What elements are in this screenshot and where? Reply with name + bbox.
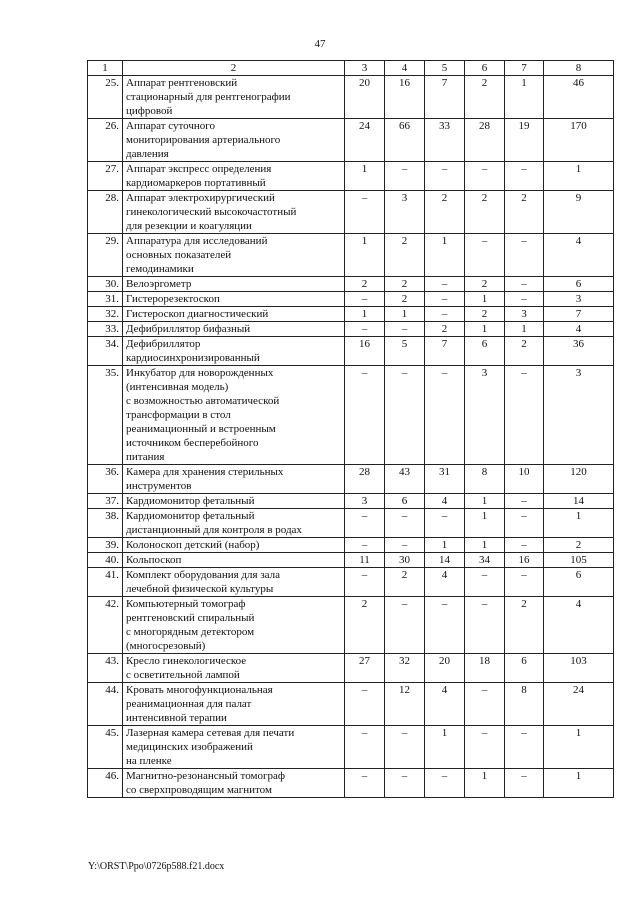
quantity-cell: – <box>385 322 425 337</box>
row-number-cell: 25. <box>88 76 123 119</box>
quantity-cell: – <box>345 568 385 597</box>
quantity-cell: 11 <box>345 553 385 568</box>
quantity-cell: 4 <box>544 234 614 277</box>
quantity-cell: 2 <box>385 568 425 597</box>
equipment-name-cell: Инкубатор для новорожденных (интенсивная модель) с возможностью автоматической трансформации в стол реанимационный и встроенным источником бесперебойного питания <box>123 366 345 465</box>
quantity-cell: – <box>505 509 544 538</box>
row-number-cell: 29. <box>88 234 123 277</box>
quantity-cell: 7 <box>425 337 465 366</box>
quantity-cell: – <box>505 366 544 465</box>
quantity-cell: 33 <box>425 119 465 162</box>
quantity-cell: 14 <box>425 553 465 568</box>
quantity-cell: 2 <box>345 597 385 654</box>
quantity-cell: – <box>425 366 465 465</box>
quantity-cell: 2 <box>345 277 385 292</box>
table-row <box>88 769 614 798</box>
header-cell: 1 <box>88 61 123 76</box>
equipment-name-cell: Камера для хранения стерильных инструментов <box>123 465 345 494</box>
quantity-cell: 2 <box>465 277 505 292</box>
quantity-cell: 16 <box>345 337 385 366</box>
quantity-cell: 46 <box>544 76 614 119</box>
quantity-cell: 14 <box>544 494 614 509</box>
quantity-cell: 1 <box>544 726 614 769</box>
equipment-name-cell: Аппаратура для исследований основных показателей гемодинамики <box>123 234 345 277</box>
header-cell: 4 <box>385 61 425 76</box>
quantity-cell: 16 <box>385 76 425 119</box>
quantity-cell: 6 <box>544 568 614 597</box>
quantity-cell: 2 <box>425 322 465 337</box>
equipment-name-cell: Аппарат рентгеновский стационарный для рентгенографии цифровой <box>123 76 345 119</box>
quantity-cell: – <box>505 234 544 277</box>
row-number-cell: 42. <box>88 597 123 654</box>
quantity-cell: 3 <box>345 494 385 509</box>
row-number-cell: 28. <box>88 191 123 234</box>
quantity-cell: 120 <box>544 465 614 494</box>
row-number-cell: 26. <box>88 119 123 162</box>
quantity-cell: – <box>505 769 544 798</box>
equipment-name-cell: Велоэргометр <box>123 277 345 292</box>
page-number: 47 <box>314 38 326 50</box>
quantity-cell: – <box>385 597 425 654</box>
table-row <box>88 654 614 683</box>
header-cell: 3 <box>345 61 385 76</box>
equipment-name-cell: Дефибриллятор кардиосинхронизированный <box>123 337 345 366</box>
quantity-cell: – <box>505 277 544 292</box>
quantity-cell: – <box>345 292 385 307</box>
quantity-cell: 4 <box>544 322 614 337</box>
equipment-name-cell: Кресло гинекологическое с осветительной лампой <box>123 654 345 683</box>
quantity-cell: 27 <box>345 654 385 683</box>
quantity-cell: 1 <box>465 509 505 538</box>
quantity-cell: – <box>345 322 385 337</box>
table-row <box>88 162 614 191</box>
quantity-cell: 105 <box>544 553 614 568</box>
equipment-name-cell: Магнитно-резонансный томограф со сверхпроводящим магнитом <box>123 769 345 798</box>
quantity-cell: – <box>505 568 544 597</box>
row-number-cell: 46. <box>88 769 123 798</box>
quantity-cell: 3 <box>544 292 614 307</box>
row-number-cell: 44. <box>88 683 123 726</box>
row-number-cell: 37. <box>88 494 123 509</box>
quantity-cell: 43 <box>385 465 425 494</box>
table-row <box>88 509 614 538</box>
table-row <box>88 538 614 553</box>
table-row <box>88 597 614 654</box>
equipment-name-cell: Кардиомонитор фетальный <box>123 494 345 509</box>
quantity-cell: 3 <box>465 366 505 465</box>
quantity-cell: – <box>385 726 425 769</box>
quantity-cell: 1 <box>465 769 505 798</box>
table-row <box>88 553 614 568</box>
header-cell: 6 <box>465 61 505 76</box>
table-row <box>88 191 614 234</box>
table-row <box>88 494 614 509</box>
quantity-cell: 32 <box>385 654 425 683</box>
quantity-cell: – <box>465 726 505 769</box>
row-number-cell: 40. <box>88 553 123 568</box>
equipment-name-cell: Лазерная камера сетевая для печати медицинских изображений на пленке <box>123 726 345 769</box>
quantity-cell: 24 <box>544 683 614 726</box>
quantity-cell: – <box>385 366 425 465</box>
quantity-cell: – <box>425 769 465 798</box>
quantity-cell: – <box>425 162 465 191</box>
equipment-name-cell: Кольпоскоп <box>123 553 345 568</box>
quantity-cell: 20 <box>345 76 385 119</box>
quantity-cell: 3 <box>385 191 425 234</box>
quantity-cell: 4 <box>425 683 465 726</box>
quantity-cell: 12 <box>385 683 425 726</box>
header-cell: 8 <box>544 61 614 76</box>
quantity-cell: 2 <box>544 538 614 553</box>
quantity-cell: 2 <box>465 307 505 322</box>
row-number-cell: 39. <box>88 538 123 553</box>
quantity-cell: 2 <box>505 337 544 366</box>
quantity-cell: – <box>385 509 425 538</box>
table-row <box>88 726 614 769</box>
quantity-cell: 10 <box>505 465 544 494</box>
equipment-name-cell: Колоноскоп детский (набор) <box>123 538 345 553</box>
quantity-cell: 1 <box>544 769 614 798</box>
quantity-cell: 1 <box>544 509 614 538</box>
header-cell: 7 <box>505 61 544 76</box>
table-row <box>88 234 614 277</box>
quantity-cell: – <box>345 538 385 553</box>
row-number-cell: 43. <box>88 654 123 683</box>
quantity-cell: – <box>425 307 465 322</box>
quantity-cell: 2 <box>465 191 505 234</box>
equipment-name-cell: Аппарат электрохирургический гинекологический высокочастотный для резекции и коагуляции <box>123 191 345 234</box>
quantity-cell: 8 <box>505 683 544 726</box>
quantity-cell: 2 <box>385 292 425 307</box>
quantity-cell: 6 <box>544 277 614 292</box>
row-number-cell: 32. <box>88 307 123 322</box>
quantity-cell: 66 <box>385 119 425 162</box>
quantity-cell: 6 <box>385 494 425 509</box>
quantity-cell: – <box>345 509 385 538</box>
equipment-name-cell: Дефибриллятор бифазный <box>123 322 345 337</box>
quantity-cell: 1 <box>544 162 614 191</box>
equipment-name-cell: Аппарат экспресс определения кардиомаркеров портативный <box>123 162 345 191</box>
quantity-cell: 28 <box>345 465 385 494</box>
quantity-cell: – <box>465 683 505 726</box>
quantity-cell: 1 <box>385 307 425 322</box>
quantity-cell: – <box>345 366 385 465</box>
quantity-cell: – <box>505 726 544 769</box>
quantity-cell: – <box>425 292 465 307</box>
row-number-cell: 27. <box>88 162 123 191</box>
quantity-cell: 8 <box>465 465 505 494</box>
quantity-cell: 2 <box>465 76 505 119</box>
table-row <box>88 683 614 726</box>
row-number-cell: 33. <box>88 322 123 337</box>
quantity-cell: 16 <box>505 553 544 568</box>
quantity-cell: – <box>345 683 385 726</box>
table-row <box>88 366 614 465</box>
quantity-cell: – <box>425 597 465 654</box>
quantity-cell: 7 <box>544 307 614 322</box>
quantity-cell: 4 <box>425 494 465 509</box>
quantity-cell: – <box>505 292 544 307</box>
quantity-cell: – <box>345 726 385 769</box>
row-number-cell: 41. <box>88 568 123 597</box>
quantity-cell: – <box>425 277 465 292</box>
quantity-cell: – <box>385 769 425 798</box>
quantity-cell: 4 <box>544 597 614 654</box>
row-number-cell: 34. <box>88 337 123 366</box>
quantity-cell: 3 <box>505 307 544 322</box>
quantity-cell: – <box>385 538 425 553</box>
quantity-cell: 5 <box>385 337 425 366</box>
equipment-name-cell: Комплект оборудования для зала лечебной физической культуры <box>123 568 345 597</box>
quantity-cell: 1 <box>425 538 465 553</box>
equipment-table <box>87 60 614 798</box>
equipment-name-cell: Гистероскоп диагностический <box>123 307 345 322</box>
quantity-cell: 1 <box>465 322 505 337</box>
quantity-cell: 1 <box>425 726 465 769</box>
quantity-cell: 6 <box>505 654 544 683</box>
quantity-cell: 2 <box>425 191 465 234</box>
quantity-cell: 4 <box>425 568 465 597</box>
row-number-cell: 35. <box>88 366 123 465</box>
row-number-cell: 31. <box>88 292 123 307</box>
quantity-cell: 2 <box>385 277 425 292</box>
quantity-cell: 1 <box>465 292 505 307</box>
row-number-cell: 45. <box>88 726 123 769</box>
table-row <box>88 568 614 597</box>
quantity-cell: – <box>465 162 505 191</box>
quantity-cell: – <box>505 538 544 553</box>
quantity-cell: 1 <box>505 76 544 119</box>
quantity-cell: 24 <box>345 119 385 162</box>
quantity-cell: 18 <box>465 654 505 683</box>
header-cell: 2 <box>123 61 345 76</box>
equipment-name-cell: Гистерорезектоскоп <box>123 292 345 307</box>
quantity-cell: 170 <box>544 119 614 162</box>
table-header-row <box>88 61 614 76</box>
quantity-cell: 19 <box>505 119 544 162</box>
quantity-cell: 30 <box>385 553 425 568</box>
equipment-name-cell: Кардиомонитор фетальный дистанционный для контроля в родах <box>123 509 345 538</box>
quantity-cell: – <box>385 162 425 191</box>
table-row <box>88 119 614 162</box>
table-row <box>88 307 614 322</box>
quantity-cell: 3 <box>544 366 614 465</box>
table-row <box>88 292 614 307</box>
quantity-cell: 1 <box>505 322 544 337</box>
table-row <box>88 277 614 292</box>
table-row <box>88 337 614 366</box>
quantity-cell: 1 <box>345 234 385 277</box>
quantity-cell: 1 <box>345 162 385 191</box>
quantity-cell: – <box>425 509 465 538</box>
quantity-cell: 2 <box>385 234 425 277</box>
quantity-cell: 1 <box>425 234 465 277</box>
quantity-cell: – <box>465 597 505 654</box>
equipment-name-cell: Кровать многофункциональная реанимационная для палат интенсивной терапии <box>123 683 345 726</box>
quantity-cell: 7 <box>425 76 465 119</box>
header-cell: 5 <box>425 61 465 76</box>
quantity-cell: – <box>505 162 544 191</box>
quantity-cell: – <box>505 494 544 509</box>
quantity-cell: 2 <box>505 597 544 654</box>
quantity-cell: 103 <box>544 654 614 683</box>
quantity-cell: 1 <box>465 494 505 509</box>
row-number-cell: 36. <box>88 465 123 494</box>
equipment-name-cell: Компьютерный томограф рентгеновский спиральный с многорядным детектором (многосрезовый) <box>123 597 345 654</box>
quantity-cell: 6 <box>465 337 505 366</box>
quantity-cell: 28 <box>465 119 505 162</box>
quantity-cell: – <box>345 191 385 234</box>
quantity-cell: 1 <box>465 538 505 553</box>
equipment-name-cell: Аппарат суточного мониторирования артериального давления <box>123 119 345 162</box>
table-row <box>88 76 614 119</box>
table-row <box>88 322 614 337</box>
quantity-cell: 36 <box>544 337 614 366</box>
footer-file-path: Y:\ORST\Ppo\0726p588.f21.docx <box>88 861 225 872</box>
quantity-cell: 9 <box>544 191 614 234</box>
quantity-cell: 1 <box>345 307 385 322</box>
table-row <box>88 465 614 494</box>
quantity-cell: 20 <box>425 654 465 683</box>
quantity-cell: – <box>465 234 505 277</box>
row-number-cell: 30. <box>88 277 123 292</box>
quantity-cell: 2 <box>505 191 544 234</box>
quantity-cell: – <box>465 568 505 597</box>
quantity-cell: – <box>345 769 385 798</box>
quantity-cell: 31 <box>425 465 465 494</box>
quantity-cell: 34 <box>465 553 505 568</box>
row-number-cell: 38. <box>88 509 123 538</box>
